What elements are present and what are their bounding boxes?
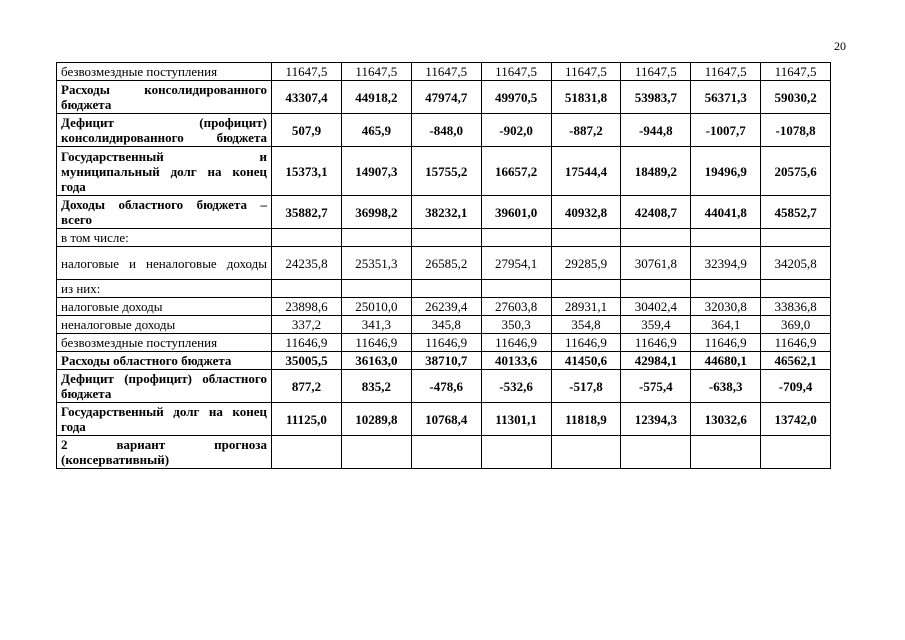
- value-cell: 11647,5: [551, 63, 621, 81]
- value-cell: 13032,6: [691, 403, 761, 436]
- value-cell: 35005,5: [272, 352, 342, 370]
- value-cell: 15755,2: [411, 147, 481, 196]
- row-label: в том числе:: [57, 229, 272, 247]
- value-cell: 507,9: [272, 114, 342, 147]
- value-cell: 42408,7: [621, 196, 691, 229]
- table-row: [57, 403, 831, 436]
- value-cell: 19496,9: [691, 147, 761, 196]
- table-row: [57, 352, 831, 370]
- row-label: Государственный и муниципальный долг на конец года: [57, 147, 272, 196]
- page-number: 20: [834, 39, 846, 53]
- value-cell: 16657,2: [481, 147, 551, 196]
- value-cell: 30761,8: [621, 247, 691, 280]
- value-cell: 53983,7: [621, 81, 691, 114]
- value-cell: 32394,9: [691, 247, 761, 280]
- value-cell: 41450,6: [551, 352, 621, 370]
- value-cell: [691, 280, 761, 298]
- row-label: Расходы областного бюджета: [57, 352, 272, 370]
- value-cell: 40133,6: [481, 352, 551, 370]
- value-cell: -478,6: [411, 370, 481, 403]
- value-cell: -944,8: [621, 114, 691, 147]
- value-cell: -1007,7: [691, 114, 761, 147]
- value-cell: 33836,8: [761, 298, 831, 316]
- value-cell: 14907,3: [341, 147, 411, 196]
- row-label: безвозмездные поступления: [57, 63, 272, 81]
- value-cell: -532,6: [481, 370, 551, 403]
- value-cell: 11646,9: [551, 334, 621, 352]
- row-label: Доходы областного бюджета – всего: [57, 196, 272, 229]
- value-cell: 11647,5: [761, 63, 831, 81]
- value-cell: 47974,7: [411, 81, 481, 114]
- value-cell: 36163,0: [341, 352, 411, 370]
- value-cell: 11646,9: [691, 334, 761, 352]
- value-cell: 11646,9: [761, 334, 831, 352]
- value-cell: -638,3: [691, 370, 761, 403]
- value-cell: [272, 436, 342, 469]
- value-cell: [272, 229, 342, 247]
- table-row: [57, 63, 831, 81]
- row-label: Расходы консолидированного бюджета: [57, 81, 272, 114]
- value-cell: 26239,4: [411, 298, 481, 316]
- table-row: [57, 370, 831, 403]
- value-cell: [691, 436, 761, 469]
- value-cell: 26585,2: [411, 247, 481, 280]
- value-cell: 354,8: [551, 316, 621, 334]
- value-cell: 40932,8: [551, 196, 621, 229]
- value-cell: 38232,1: [411, 196, 481, 229]
- value-cell: 29285,9: [551, 247, 621, 280]
- value-cell: [761, 436, 831, 469]
- value-cell: 364,1: [691, 316, 761, 334]
- value-cell: 15373,1: [272, 147, 342, 196]
- value-cell: 835,2: [341, 370, 411, 403]
- value-cell: 45852,7: [761, 196, 831, 229]
- value-cell: 42984,1: [621, 352, 691, 370]
- value-cell: -575,4: [621, 370, 691, 403]
- row-label: неналоговые доходы: [57, 316, 272, 334]
- table-row: [57, 147, 831, 196]
- value-cell: [341, 280, 411, 298]
- value-cell: 345,8: [411, 316, 481, 334]
- value-cell: -709,4: [761, 370, 831, 403]
- value-cell: 12394,3: [621, 403, 691, 436]
- value-cell: [341, 229, 411, 247]
- value-cell: -887,2: [551, 114, 621, 147]
- value-cell: 11646,9: [272, 334, 342, 352]
- value-cell: [621, 280, 691, 298]
- value-cell: [551, 229, 621, 247]
- value-cell: [551, 280, 621, 298]
- table-row: [57, 247, 831, 280]
- value-cell: 56371,3: [691, 81, 761, 114]
- row-label: Дефицит (профицит) консолидированного бюджета: [57, 114, 272, 147]
- row-label: безвозмездные поступления: [57, 334, 272, 352]
- value-cell: -902,0: [481, 114, 551, 147]
- value-cell: [621, 229, 691, 247]
- value-cell: 32030,8: [691, 298, 761, 316]
- value-cell: 11647,5: [621, 63, 691, 81]
- value-cell: 11647,5: [341, 63, 411, 81]
- value-cell: 23898,6: [272, 298, 342, 316]
- row-label: налоговые доходы: [57, 298, 272, 316]
- value-cell: [411, 436, 481, 469]
- value-cell: 10289,8: [341, 403, 411, 436]
- value-cell: 59030,2: [761, 81, 831, 114]
- value-cell: [761, 280, 831, 298]
- value-cell: 27954,1: [481, 247, 551, 280]
- value-cell: [341, 436, 411, 469]
- table-row: [57, 334, 831, 352]
- value-cell: -848,0: [411, 114, 481, 147]
- value-cell: 359,4: [621, 316, 691, 334]
- table-row: [57, 229, 831, 247]
- value-cell: 43307,4: [272, 81, 342, 114]
- value-cell: 25010,0: [341, 298, 411, 316]
- table-row: [57, 280, 831, 298]
- value-cell: 11646,9: [621, 334, 691, 352]
- value-cell: 369,0: [761, 316, 831, 334]
- value-cell: 877,2: [272, 370, 342, 403]
- value-cell: [411, 280, 481, 298]
- table-row: [57, 196, 831, 229]
- value-cell: 28931,1: [551, 298, 621, 316]
- value-cell: -517,8: [551, 370, 621, 403]
- value-cell: 11818,9: [551, 403, 621, 436]
- value-cell: 34205,8: [761, 247, 831, 280]
- row-label: Дефицит (профицит) областного бюджета: [57, 370, 272, 403]
- value-cell: 35882,7: [272, 196, 342, 229]
- budget-table-body: [57, 63, 831, 469]
- table-row: [57, 114, 831, 147]
- value-cell: 11646,9: [411, 334, 481, 352]
- value-cell: [481, 280, 551, 298]
- budget-forecast-table: [56, 62, 831, 469]
- value-cell: 46562,1: [761, 352, 831, 370]
- value-cell: 337,2: [272, 316, 342, 334]
- value-cell: 11647,5: [481, 63, 551, 81]
- value-cell: [411, 229, 481, 247]
- table-row: [57, 81, 831, 114]
- value-cell: [691, 229, 761, 247]
- value-cell: [272, 280, 342, 298]
- value-cell: [481, 436, 551, 469]
- table-row: [57, 436, 831, 469]
- row-label: из них:: [57, 280, 272, 298]
- row-label: налоговые и неналоговые доходы: [57, 247, 272, 280]
- value-cell: 51831,8: [551, 81, 621, 114]
- value-cell: -1078,8: [761, 114, 831, 147]
- value-cell: 25351,3: [341, 247, 411, 280]
- value-cell: 38710,7: [411, 352, 481, 370]
- value-cell: 11647,5: [691, 63, 761, 81]
- row-label: Государственный долг на конец года: [57, 403, 272, 436]
- value-cell: 44918,2: [341, 81, 411, 114]
- value-cell: 20575,6: [761, 147, 831, 196]
- value-cell: 30402,4: [621, 298, 691, 316]
- value-cell: [621, 436, 691, 469]
- value-cell: 10768,4: [411, 403, 481, 436]
- value-cell: 27603,8: [481, 298, 551, 316]
- value-cell: 39601,0: [481, 196, 551, 229]
- value-cell: [761, 229, 831, 247]
- value-cell: 465,9: [341, 114, 411, 147]
- value-cell: 11646,9: [481, 334, 551, 352]
- value-cell: 11125,0: [272, 403, 342, 436]
- value-cell: [551, 436, 621, 469]
- value-cell: 341,3: [341, 316, 411, 334]
- value-cell: 11646,9: [341, 334, 411, 352]
- row-label: 2 вариант прогноза (консервативный): [57, 436, 272, 469]
- value-cell: 350,3: [481, 316, 551, 334]
- value-cell: 18489,2: [621, 147, 691, 196]
- value-cell: [481, 229, 551, 247]
- value-cell: 44041,8: [691, 196, 761, 229]
- value-cell: 11647,5: [411, 63, 481, 81]
- value-cell: 11301,1: [481, 403, 551, 436]
- value-cell: 13742,0: [761, 403, 831, 436]
- table-row: [57, 298, 831, 316]
- value-cell: 11647,5: [272, 63, 342, 81]
- value-cell: 49970,5: [481, 81, 551, 114]
- value-cell: 44680,1: [691, 352, 761, 370]
- value-cell: 17544,4: [551, 147, 621, 196]
- table-row: [57, 316, 831, 334]
- value-cell: 24235,8: [272, 247, 342, 280]
- value-cell: 36998,2: [341, 196, 411, 229]
